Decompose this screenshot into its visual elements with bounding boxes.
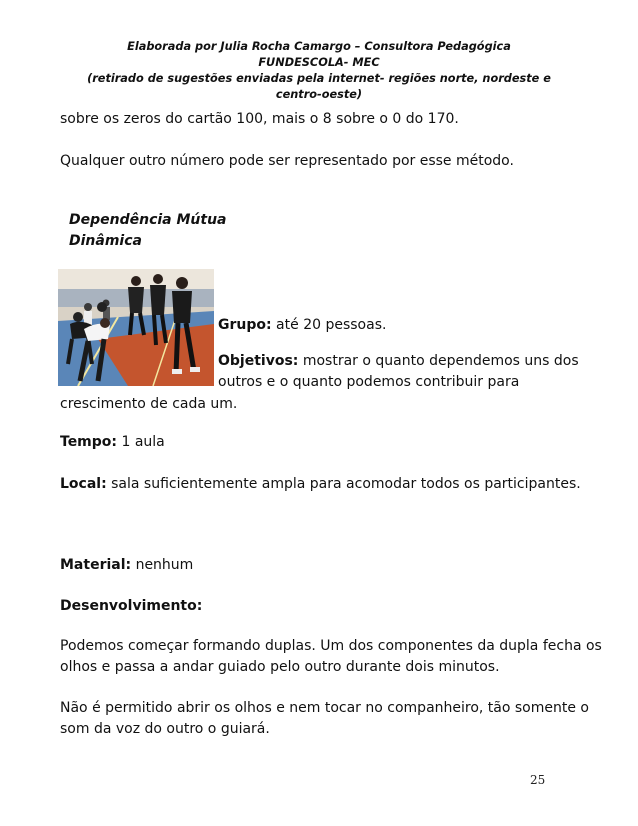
intro-line-1: sobre os zeros do cartão 100, mais o 8 sobre o 0 do 170. [60, 111, 459, 127]
material-value: nenhum [131, 557, 194, 573]
tempo-value: 1 aula [117, 434, 165, 450]
header-author-line: Elaborada por Julia Rocha Camargo – Consultora Pedagógica [127, 40, 511, 53]
desenvolvimento-p1-line-1: Podemos começar formando duplas. Um dos componentes da dupla fecha os [60, 638, 602, 654]
local-line [60, 474, 581, 495]
intro-line-2: Qualquer outro número pode ser representado por esse método. [60, 153, 514, 169]
desenvolvimento-p2-line-2: som da voz do outro o guiará. [60, 721, 270, 737]
desenvolvimento-label: Desenvolvimento: [60, 598, 203, 614]
header-source-line: (retirado de sugestões enviadas pela internet- regiões norte, nordeste e [87, 72, 551, 85]
objetivos-value-1: mostrar o quanto dependemos uns dos [298, 353, 579, 369]
tempo-line [60, 432, 165, 453]
grupo-line [218, 315, 386, 336]
activity-photo [58, 269, 214, 386]
activity-photo-image [58, 269, 214, 386]
desenvolvimento-p2-line-1: Não é permitido abrir os olhos e nem tocar no companheiro, tão somente o [60, 700, 589, 716]
objetivos-label: Objetivos: [218, 353, 299, 369]
material-label: Material: [60, 557, 132, 573]
objetivos-line-2: outros e o quanto podemos contribuir para [218, 374, 520, 390]
local-value: sala suficientemente ampla para acomodar todos os participantes. [106, 476, 581, 492]
page-number: 25 [530, 773, 546, 787]
desenvolvimento-p1-line-2: olhos e passa a andar guiado pelo outro durante dois minutos. [60, 659, 500, 675]
local-label: Local: [60, 476, 107, 492]
header-source-line-cont: centro-oeste) [275, 88, 363, 101]
grupo-label: Grupo: [218, 317, 272, 333]
grupo-value: até 20 pessoas. [271, 317, 387, 333]
tempo-label: Tempo: [60, 434, 118, 450]
objetivos-line-1 [218, 351, 579, 372]
page-header [60, 39, 578, 103]
objetivos-line-3: crescimento de cada um. [60, 396, 238, 412]
section-title: Dependência Mútua [69, 212, 227, 228]
section-subtitle: Dinâmica [69, 233, 142, 249]
material-line [60, 555, 193, 576]
header-org-line: FUNDESCOLA- MEC [258, 56, 380, 69]
